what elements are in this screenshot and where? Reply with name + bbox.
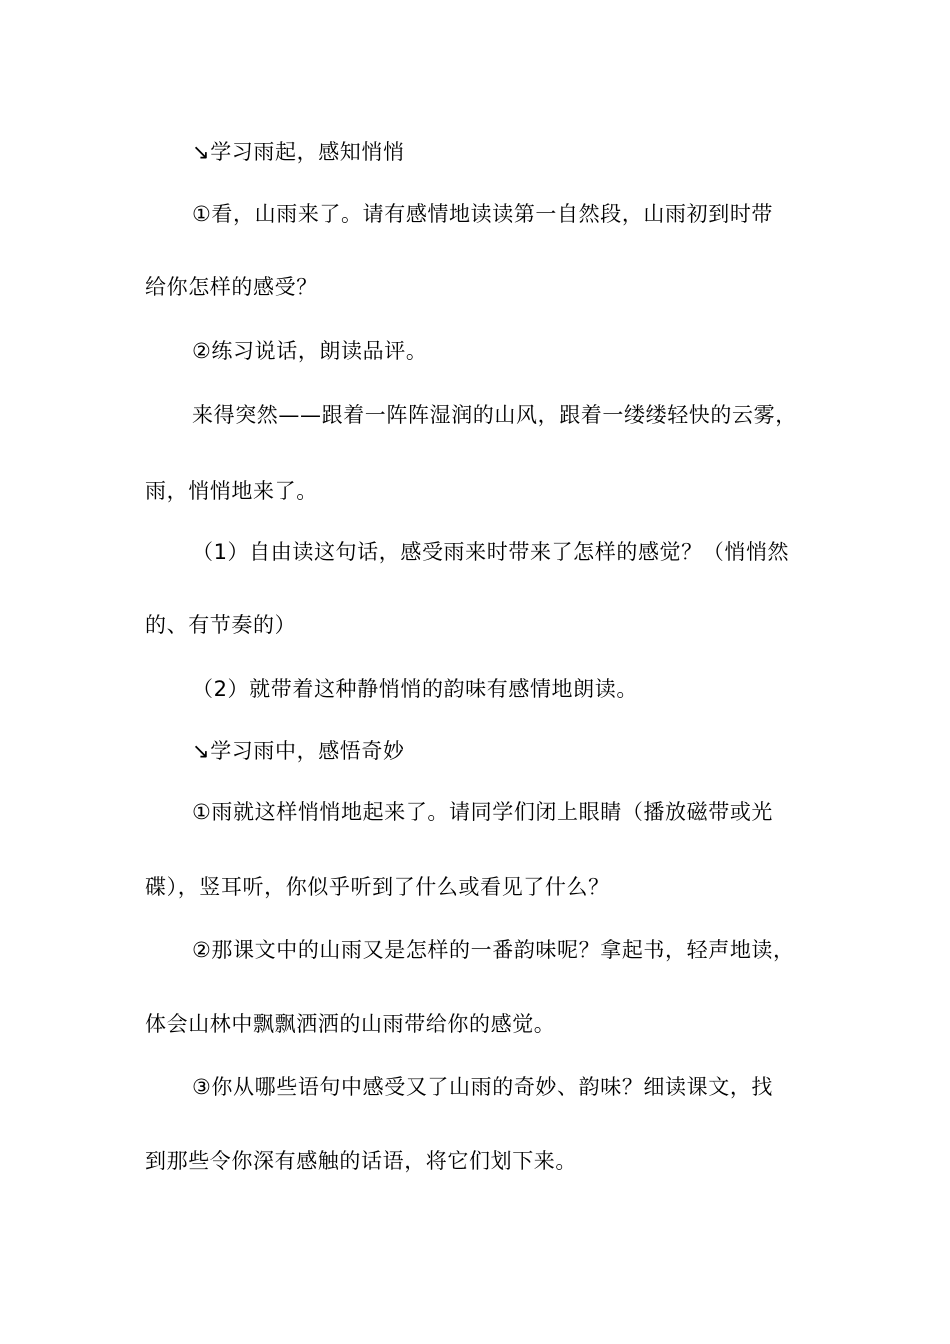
paragraph-line: 的、有节奏的） xyxy=(145,613,297,637)
paragraph-line: ①看，山雨来了。请有感情地读读第一自然段，山雨初到时带 xyxy=(192,202,774,226)
paragraph-line: 雨，悄悄地来了。 xyxy=(145,479,318,503)
paragraph-line: ②那课文中的山雨又是怎样的一番韵味呢？拿起书，轻声地读， xyxy=(192,938,795,962)
paragraph-line: （2）就带着这种静悄悄的韵味有感情地朗读。 xyxy=(192,677,638,701)
paragraph-line: 来得突然——跟着一阵阵湿润的山风，跟着一缕缕轻快的云雾， xyxy=(192,403,797,427)
paragraph-line: 到那些令你深有感触的话语，将它们划下来。 xyxy=(145,1149,577,1173)
paragraph-line: 体会山林中飘飘洒洒的山雨带给你的感觉。 xyxy=(145,1012,556,1036)
section-heading-rain-start: ↘学习雨起，感知悄悄 xyxy=(192,140,405,164)
paragraph-line: （1）自由读这句话，感受雨来时带来了怎样的感觉？（悄悄然 xyxy=(192,540,790,564)
paragraph-line: 碟），竖耳听，你似乎听到了什么或看见了什么？ xyxy=(145,875,610,899)
paragraph-line: ①雨就这样悄悄地起来了。请同学们闭上眼睛（播放磁带或光 xyxy=(192,800,774,824)
section-heading-rain-middle: ↘学习雨中，感悟奇妙 xyxy=(192,739,405,763)
paragraph-line: ②练习说话，朗读品评。 xyxy=(192,339,428,363)
paragraph-line: 给你怎样的感受？ xyxy=(145,275,318,299)
paragraph-line: ③你从哪些语句中感受又了山雨的奇妙、韵味？细读课文，找 xyxy=(192,1075,774,1099)
